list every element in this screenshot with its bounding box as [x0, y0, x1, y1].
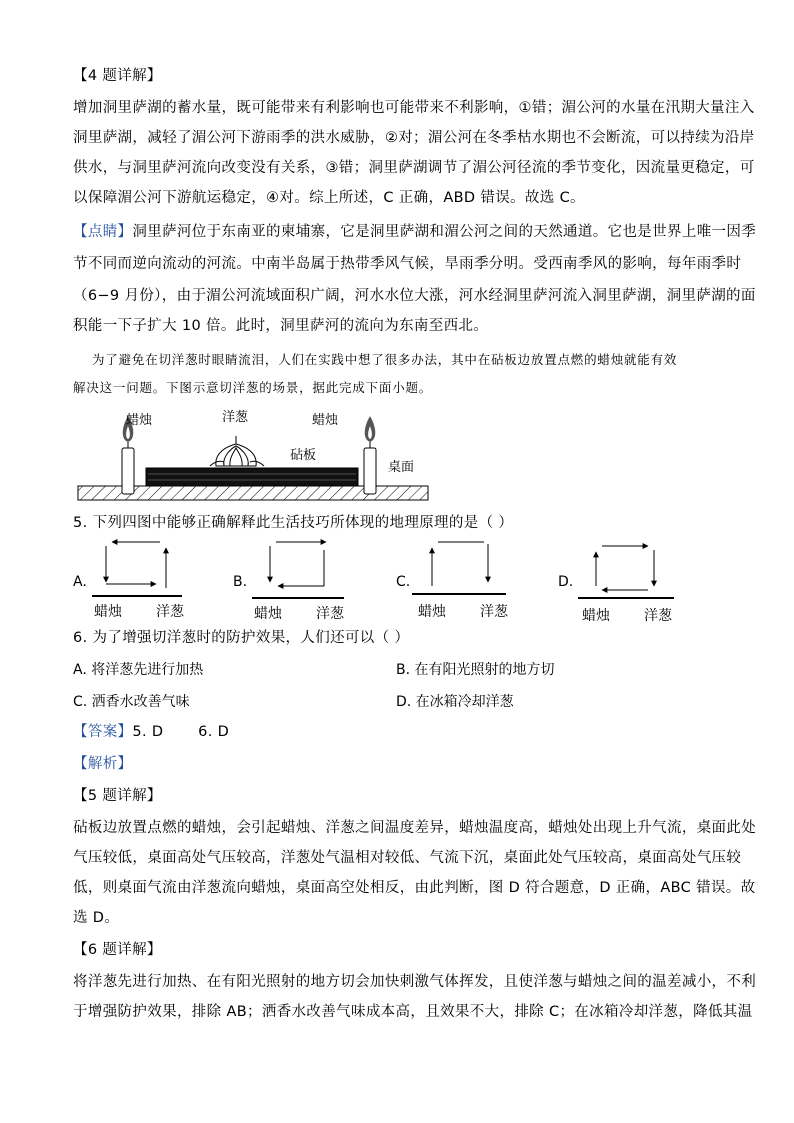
- figure-label-candle-right: 蜡烛: [312, 413, 339, 428]
- note-line: 节不同而逆向流动的河流。中南半岛属于热带季风气候，旱雨季分明。受西南季风的影响，每年雨季时: [73, 256, 742, 272]
- q5-option-c-letter: C.: [396, 574, 411, 590]
- note-label: 【点睛】: [73, 224, 133, 240]
- intro-line: 为了避免在切洋葱时眼睛流泪，人们在实践中想了很多办法，其中在砧板边放置点燃的蜡烛就能有效: [92, 352, 678, 367]
- q5-option-a-onion: 洋葱: [156, 604, 184, 620]
- q4-detail-line: 洞里萨湖，减轻了湄公河下游雨季的洪水威胁，②对；湄公河在冬季枯水期也不会断流，可以持续为沿岸: [73, 130, 755, 146]
- q5-option-a-candle: 蜡烛: [94, 604, 122, 620]
- q5-detail-line: 砧板边放置点燃的蜡烛，会引起蜡烛、洋葱之间温度差异，蜡烛温度高，蜡烛处出现上升气流，桌面此处: [73, 820, 757, 836]
- onion-shape: [210, 436, 264, 466]
- answer-line: [73, 722, 229, 742]
- q5-option-b-onion: 洋葱: [316, 606, 344, 622]
- q5-option-c-diagram: [412, 538, 506, 602]
- q6-detail-heading: 【6 题详解】: [73, 942, 162, 958]
- q5-option-b-candle: 蜡烛: [254, 606, 282, 622]
- q5-stem: 5. 下列四图中能够正确解释此生活技巧所体现的地理原理的是（ ）: [73, 515, 514, 531]
- note-line: 积能一下子扩大 10 倍。此时，洞里萨河的流向为东南至西北。: [73, 318, 489, 334]
- q5-detail-line: 气压较低，桌面高处气压较高，洋葱处气温相对较低、气流下沉，桌面此处气压较高，桌面高处气压较: [73, 850, 742, 866]
- q5-option-d-diagram: [578, 538, 674, 602]
- q6-detail-line: 于增强防护效果，排除 AB；洒香水改善气味成本高，且效果不大，排除 C；在冰箱冷却洋葱，降低其温: [73, 1004, 753, 1020]
- intro-line: 解决这一问题。下图示意切洋葱的场景，据此完成下面小题。: [73, 380, 433, 395]
- figure-label-onion: 洋葱: [222, 410, 249, 425]
- q5-option-d-onion: 洋葱: [644, 608, 672, 624]
- q5-option-a-diagram: [92, 538, 182, 602]
- q6-option-d: D. 在冰箱冷却洋葱: [396, 694, 514, 710]
- q4-detail-line: 增加洞里萨湖的蓄水量，既可能带来有利影响也可能带来不利影响，①错；湄公河的水量在汛期大量注入: [73, 100, 755, 116]
- q5-detail-line: 低，则桌面气流由洋葱流向蜡烛，桌面高空处相反，由此判断，图 D 符合题意，D 正确，ABC 错误。故: [73, 880, 756, 896]
- note-text: 洞里萨河位于东南亚的柬埔寨，它是洞里萨湖和湄公河之间的天然通道。它也是世界上唯一因季: [132, 224, 757, 240]
- q5-option-c-candle: 蜡烛: [418, 604, 446, 620]
- q5-option-d-letter: D.: [558, 574, 574, 590]
- q4-detail-heading: 【4 题详解】: [73, 68, 162, 84]
- answer-text: 5. D 6. D: [132, 724, 230, 740]
- q5-option-d-candle: 蜡烛: [582, 608, 610, 624]
- cutting-board: [146, 468, 358, 486]
- q6-option-b: B. 在有阳光照射的地方切: [396, 662, 555, 678]
- q5-option-b-diagram: [252, 538, 344, 602]
- q4-detail-line: 供水，与洞里萨河流向改变没有关系，③错；洞里萨湖调节了湄公河径流的季节变化，因流量更稳定，可: [73, 160, 755, 176]
- q6-detail-line: 将洋葱先进行加热、在有阳光照射的地方切会加快刺激气体挥发，且使洋葱与蜡烛之间的温差减小，不利: [73, 974, 757, 990]
- q4-detail-line: 以保障湄公河下游航运稳定，④对。综上所述，C 正确，ABD 错误。故选 C。: [73, 190, 585, 206]
- q6-option-c: C. 洒香水改善气味: [73, 694, 190, 710]
- figure-label-table: 桌面: [388, 460, 415, 475]
- q5-detail-heading: 【5 题详解】: [73, 788, 162, 804]
- answer-label: 【答案】: [73, 724, 133, 740]
- right-candle: [364, 416, 376, 494]
- q5-detail-line: 选 D。: [73, 910, 120, 926]
- q5-option-a-letter: A.: [73, 574, 87, 590]
- q6-option-a: A. 将洋葱先进行加热: [73, 662, 204, 678]
- q6-stem: 6. 为了增强切洋葱时的防护效果，人们还可以（ ）: [73, 630, 410, 646]
- note-line: （6−9 月份），由于湄公河流域面积广阔，河水水位大涨，河水经洞里萨河流入洞里萨湖，洞里萨湖的面: [73, 288, 756, 304]
- figure-label-candle-left: 蜡烛: [126, 413, 153, 428]
- figure-label-board: 砧板: [290, 448, 317, 463]
- analysis-label: 【解析】: [73, 756, 133, 772]
- q5-option-c-onion: 洋葱: [480, 604, 508, 620]
- q5-option-b-letter: B.: [233, 574, 248, 590]
- note-first-line: [73, 222, 756, 242]
